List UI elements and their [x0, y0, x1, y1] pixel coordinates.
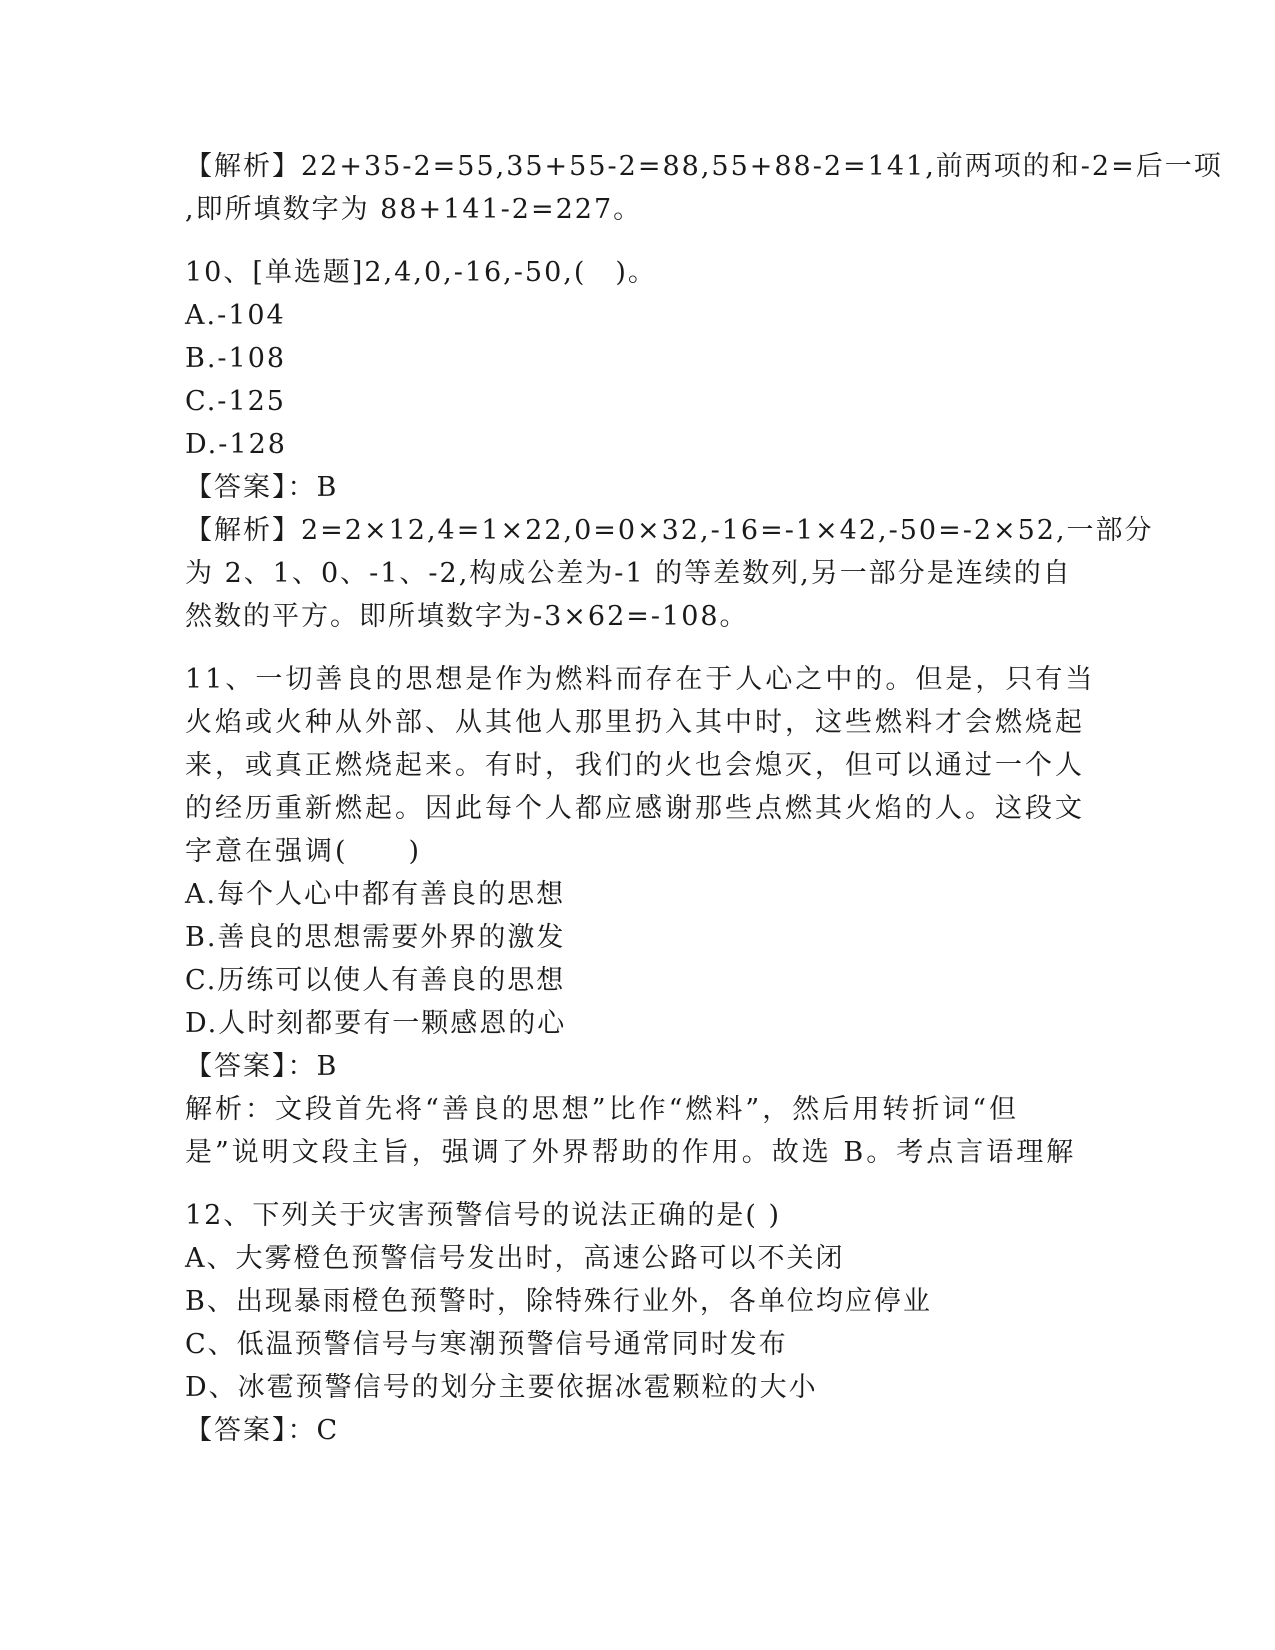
answer: 【答案】：C: [185, 1415, 340, 1446]
stem-line: 字意在强调( ): [185, 836, 423, 867]
stem-line: 11、一切善良的思想是作为燃料而存在于人心之中的。但是，只有当: [185, 664, 1096, 695]
analysis: [185, 1088, 1077, 1174]
answer: 【答案】：B: [185, 1051, 339, 1082]
stem-line: 来，或真正燃烧起来。有时，我们的火也会熄灭，但可以通过一个人: [185, 750, 1085, 781]
question-stem: [185, 658, 1096, 873]
option-b: B.善良的思想需要外界的激发: [185, 922, 566, 953]
question-9-analysis: [185, 145, 1223, 231]
question-10: [185, 251, 1154, 638]
option-a: A.-104: [185, 300, 286, 331]
option-c: C.历练可以使人有善良的思想: [185, 965, 566, 996]
analysis-line: 是”说明文段主旨，强调了外界帮助的作用。故选 B。考点言语理解: [185, 1137, 1077, 1168]
stem-line: 火焰或火种从外部、从其他人那里扔入其中时，这些燃料才会燃烧起: [185, 707, 1085, 738]
analysis-line: 【解析】2=2×12,4=1×22,0=0×32,-16=-1×42,-50=-2×52,一部分: [185, 515, 1154, 546]
question-stem: 10、[单选题]2,4,0,-16,-50,( )。: [185, 257, 657, 288]
option-d: D.-128: [185, 429, 287, 460]
analysis-line: 解析：文段首先将“善良的思想”比作“燃料”，然后用转折词“但: [185, 1094, 1020, 1125]
analysis-line: 为 2、1、0、-1、-2,构成公差为-1 的等差数列,另一部分是连续的自: [185, 558, 1072, 589]
analysis-line: 【解析】22+35-2=55,35+55-2=88,55+88-2=141,前两项的和-2=后一项: [185, 151, 1223, 182]
option-c: C.-125: [185, 386, 286, 417]
analysis-line: ,即所填数字为 88+141-2=227。: [185, 194, 643, 225]
document-page: [185, 145, 1223, 1452]
question-12: [185, 1194, 1065, 1452]
option-d: D、冰雹预警信号的划分主要依据冰雹颗粒的大小: [185, 1372, 818, 1403]
option-b: B.-108: [185, 343, 287, 374]
option-a: A、大雾橙色预警信号发出时，高速公路可以不关闭: [185, 1243, 845, 1274]
analysis-line: 然数的平方。即所填数字为-3×62=-108。: [185, 601, 749, 632]
answer: 【答案】：B: [185, 472, 339, 503]
option-a: A.每个人心中都有善良的思想: [185, 879, 566, 910]
question-stem: 12、下列关于灾害预警信号的说法正确的是( ): [185, 1200, 782, 1231]
option-c: C、低温预警信号与寒潮预警信号通常同时发布: [185, 1329, 788, 1360]
question-11: [185, 658, 1096, 1174]
option-b: B、出现暴雨橙色预警时，除特殊行业外，各单位均应停业: [185, 1286, 932, 1317]
option-d: D.人时刻都要有一颗感恩的心: [185, 1008, 567, 1039]
stem-line: 的经历重新燃起。因此每个人都应感谢那些点燃其火焰的人。这段文: [185, 793, 1085, 824]
